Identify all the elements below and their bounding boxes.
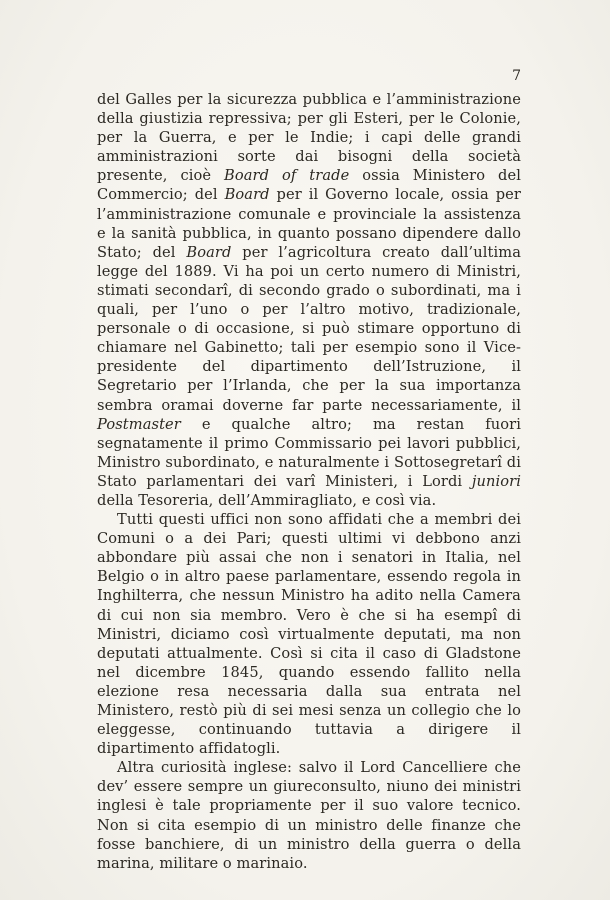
italic-text-run: Postmaster xyxy=(97,415,181,433)
page-number: 7 xyxy=(512,68,521,84)
text-run: della Tesoreria, dell’Ammiragliato, e così via. xyxy=(97,491,437,509)
text-run: per il Governo locale, ossia per l’amministrazione comunale e provinciale la assistenza e la sanità pubblica, in quanto possano dipendere dallo Stato; del xyxy=(97,186,521,261)
italic-text-run: juniori xyxy=(471,472,521,490)
paragraph xyxy=(97,510,521,758)
text-run: Tutti questi uffici non sono affidati che a membri dei Comuni o a dei Pari; questi ultimi vi debbono anzi abbondare più assai che non i senatori in Italia, nel Belgio o in altro paese parlamentare, essendo regola in Inghilterra, che nessun Ministro ha adito nella Camera di cui non sia membro. Vero è che si ha esempî di Ministri, diciamo così virtualmente deputati, ma non deputati attualmente. Così si cita il caso di Gladstone nel dicembre 1845, quando essendo fallito nella elezione resa necessaria dalla sua entrata nel Ministero, restò più di sei mesi senza un collegio che lo eleggesse, continuando tuttavia a dirigere il dipartimento affidatogli. xyxy=(97,511,521,758)
text-run: e qualche altro; ma restan fuori segnatamente il primo Commissario pei lavori pubblici, Ministro subordinato, e naturalmente i Sottosegretarî di Stato parlamentari dei varî Ministeri, i Lordi xyxy=(97,415,521,490)
italic-text-run: Board of trade xyxy=(224,167,350,185)
text-run: Altra curiosità inglese: salvo il Lord Cancelliere che dev’ essere sempre un giureconsulto, niuno dei ministri inglesi è tale propriamente per il suo valore tecnico. Non si cita esempio di un ministro delle finanze che fosse banchiere, di un ministro della guerra o della marina, militare o marinaio. xyxy=(97,759,521,872)
paragraph xyxy=(97,90,521,510)
text-run: del Galles per la sicurezza pubblica e l’amministrazione della giustizia repressiva; per gli Esteri, per le Colonie, per la Guerra, e per le Indie; i capi delle grandi amministrazioni sorte dai bisogni della società presente, cioè xyxy=(97,91,521,185)
text-run: per l’agricoltura creato dall’ultima legge del 1889. Vi ha poi un certo numero di Ministri, stimati secondarî, di secondo grado o subordinati, ma i quali, per l’uno o per l’altro motivo, tradizionale, personale o di occasione, si può stimare opportuno di chiamare nel Gabinetto; tali per esempio sono il Vice-presidente del dipartimento dell’Istruzione, il Segretario per l’Irlanda, che per la sua importanza sembra oramai doverne far parte necessariamente, il xyxy=(97,243,521,414)
body-text xyxy=(97,90,521,873)
italic-text-run: Board xyxy=(224,186,270,204)
paragraph xyxy=(97,758,521,873)
text-run: ossia Ministero del Commercio; del xyxy=(97,167,521,204)
page-header xyxy=(97,68,521,84)
italic-text-run: Board xyxy=(186,243,232,261)
